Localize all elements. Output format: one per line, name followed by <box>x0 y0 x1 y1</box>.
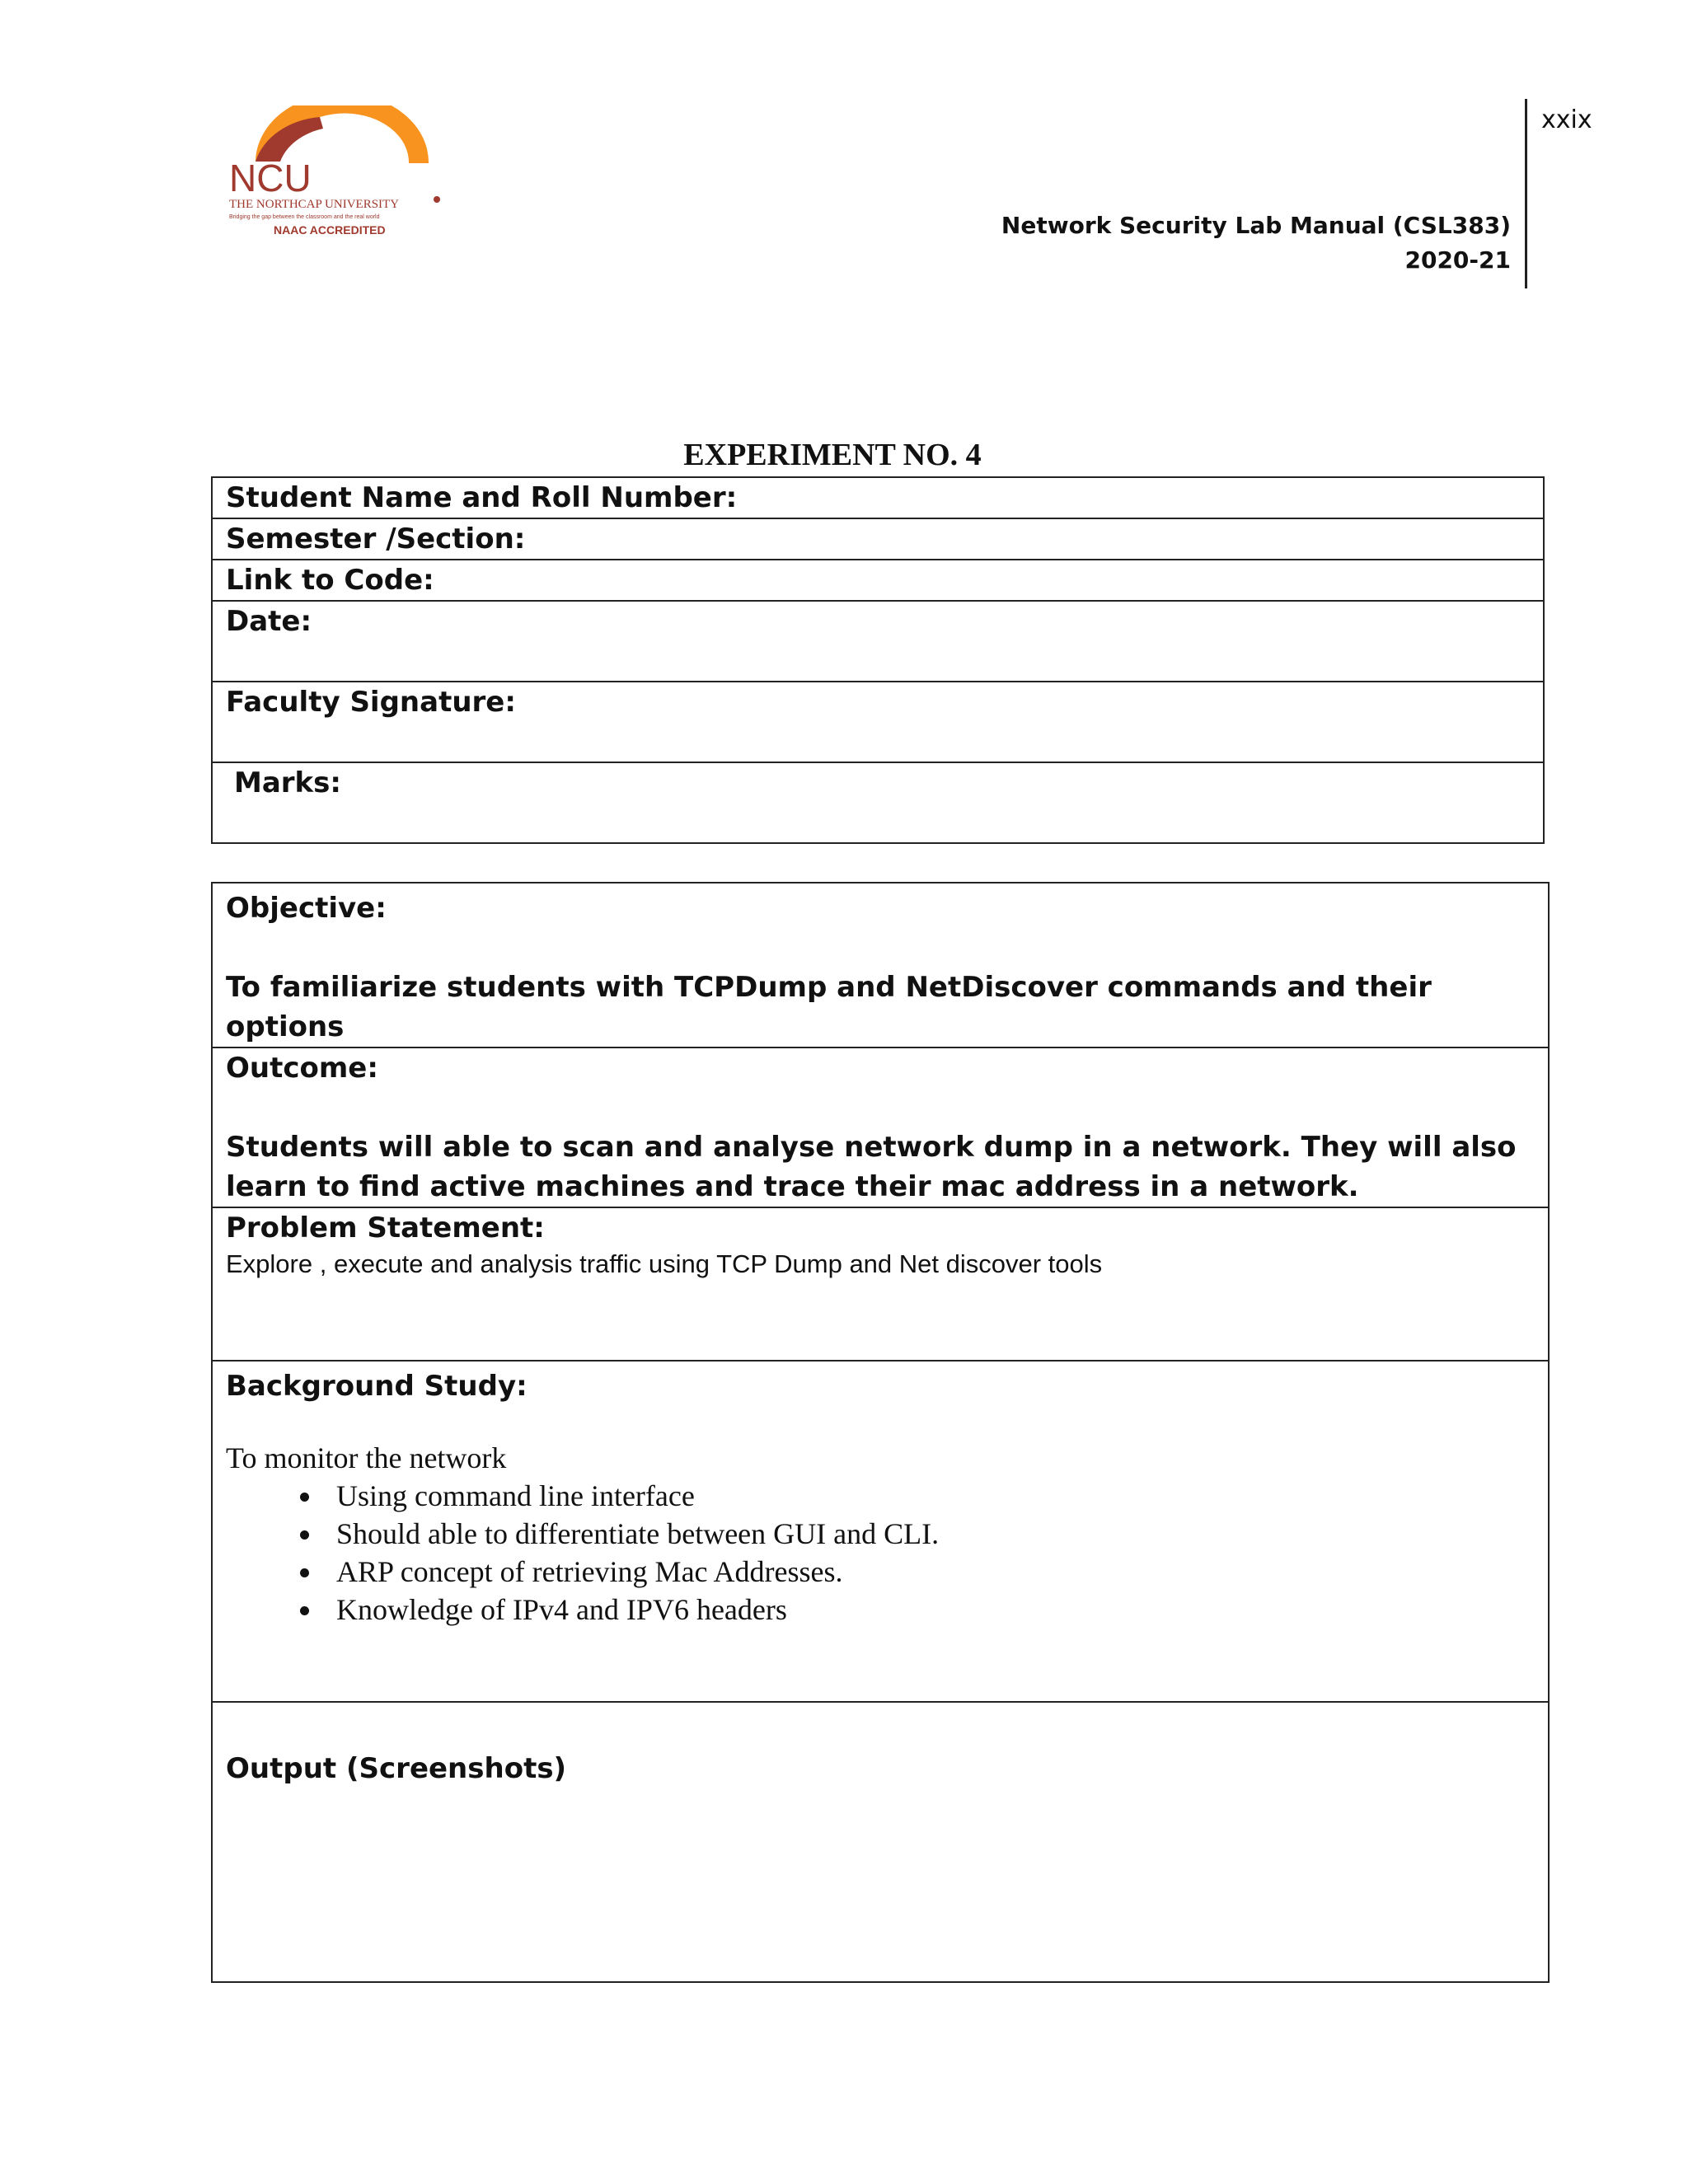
objective-text: To familiarize students with TCPDump and NetDiscover commands and their options <box>226 971 1432 1043</box>
background-study-section <box>212 1361 1549 1702</box>
student-name-field: Student Name and Roll Number: <box>212 477 1544 518</box>
output-section <box>212 1702 1549 1982</box>
output-heading: Output (Screenshots) <box>226 1752 567 1785</box>
student-info-table <box>211 476 1545 844</box>
table-row <box>212 1207 1549 1361</box>
table-row <box>212 1047 1549 1207</box>
link-to-code-field: Link to Code: <box>212 560 1544 601</box>
background-study-list <box>226 1477 1548 1629</box>
list-item: • Knowledge of IPv4 and IPV6 headers <box>323 1591 1548 1629</box>
list-item: • Using command line interface <box>323 1477 1548 1515</box>
background-study-heading: Background Study: <box>226 1370 528 1403</box>
university-logo <box>223 105 453 237</box>
background-study-intro: To monitor the network <box>226 1441 507 1474</box>
objective-section <box>212 883 1549 1047</box>
logo-abbr: NCU <box>229 157 312 199</box>
experiment-details-table <box>211 882 1550 1983</box>
table-row <box>212 1702 1549 1982</box>
manual-title: Network Security Lab Manual (CSL383) <box>1001 212 1511 239</box>
table-row <box>212 682 1544 762</box>
marks-field: Marks: <box>212 762 1544 843</box>
objective-heading: Objective: <box>226 892 387 925</box>
problem-statement-heading: Problem Statement: <box>226 1212 545 1244</box>
header-divider <box>1525 99 1527 288</box>
logo-name: THE NORTHCAP UNIVERSITY <box>229 198 400 211</box>
semester-section-field: Semester /Section: <box>212 518 1544 560</box>
table-row <box>212 1361 1549 1702</box>
header-title-block <box>1001 209 1511 278</box>
outcome-heading: Outcome: <box>226 1052 378 1085</box>
table-row <box>212 477 1544 518</box>
problem-statement-text: Explore , execute and analysis traffic using TCP Dump and Net discover tools <box>226 1249 1103 1278</box>
manual-year: 2020-21 <box>1404 246 1511 274</box>
logo-tagline: Bridging the gap between the classroom and the real world <box>229 214 380 220</box>
table-row <box>212 883 1549 1047</box>
list-item: • Should able to differentiate between GUI and CLI. <box>323 1515 1548 1553</box>
outcome-text: Students will able to scan and analyse network dump in a network. They will also learn to find active machines and trace their mac address in a network. <box>226 1131 1517 1203</box>
table-row <box>212 560 1544 601</box>
table-row <box>212 762 1544 843</box>
list-item: • ARP concept of retrieving Mac Addresses. <box>323 1553 1548 1591</box>
faculty-signature-field: Faculty Signature: <box>212 682 1544 762</box>
page-number: xxix <box>1541 105 1592 134</box>
problem-statement-section <box>212 1207 1549 1361</box>
table-row <box>212 518 1544 560</box>
logo-accreditation: NAAC ACCREDITED <box>274 223 386 237</box>
date-field: Date: <box>212 601 1544 682</box>
outcome-section <box>212 1047 1549 1207</box>
table-row <box>212 601 1544 682</box>
experiment-title: EXPERIMENT NO. 4 <box>683 438 982 472</box>
